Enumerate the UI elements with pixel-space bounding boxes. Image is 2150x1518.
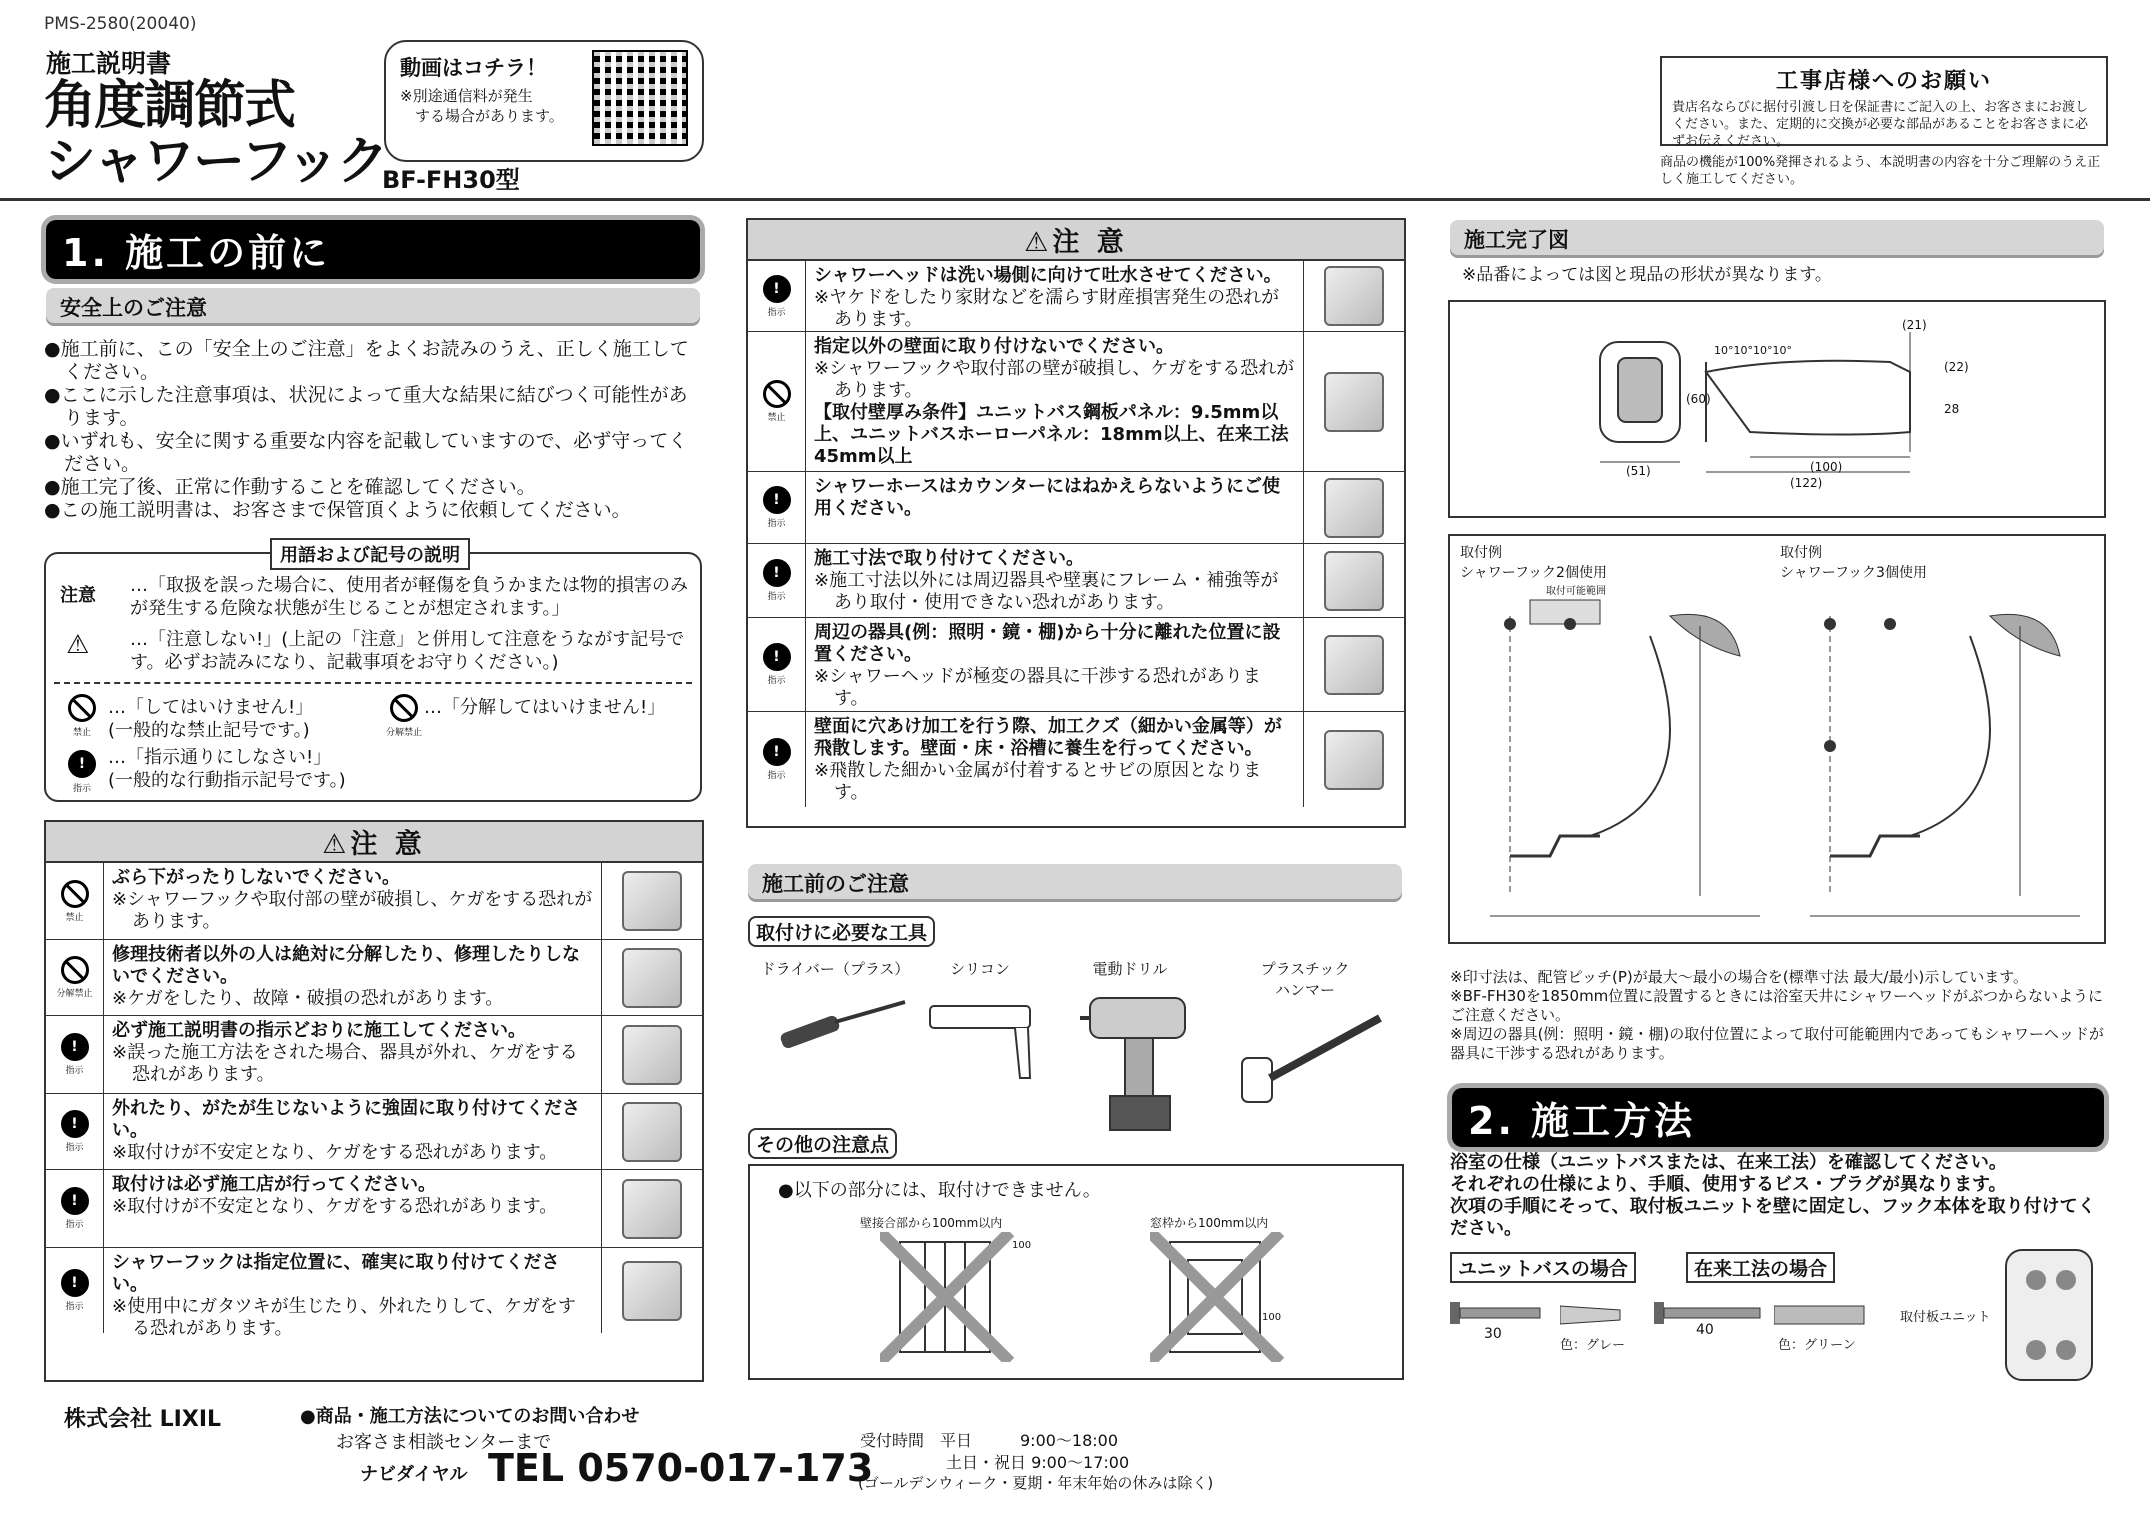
caution-note: ※飛散した細かい金属が付着するとサビの原因となります。 [814,760,1262,803]
conventional-method-label: 在来工法の場合 [1686,1252,1835,1283]
instruction-desc: …「指示通りにしなさい!」 (一般的な行動指示記号です。) [108,747,346,791]
caution-heading: シャワーフックは指定位置に、確実に取り付けてください。 [112,1252,560,1295]
illustration-icon [1324,730,1384,790]
tool-drill-label: 電動ドリル [1092,960,1168,978]
hours-label: 受付時間 [860,1431,925,1450]
request-title: 工事店様へのお願い [1775,69,1992,94]
caution-table-mid [746,218,1406,828]
dim-label: (51) [1626,464,1651,478]
caution-heading: 施工寸法で取り付けてください。 [814,548,1084,569]
caution-row [748,711,1404,807]
dim-label: 100 [1262,1312,1282,1323]
instruction-icon: ! [763,738,791,766]
other-notes-title: その他の注意点 [748,1128,897,1159]
screw-30-length: 30 [1484,1326,1502,1342]
symbol-label: 指示 [767,592,786,602]
prohibit-icon [61,956,89,984]
caution-note: ※施工寸法以外には周辺器具や壁裏にフレーム・補強等があり取付・使用できない恐れがあります。 [814,570,1279,613]
document-type: 施工説明書 [46,49,172,78]
illustration-icon [1324,635,1384,695]
example1-title: 取付例 シャワーフック2個使用 [1460,545,1607,581]
tool-silicone-label: シリコン [950,960,1010,978]
plug-green-label: 色：グリーン [1778,1338,1856,1353]
navi-dial-label: ナビダイヤル [360,1464,468,1485]
screwdriver-icon [780,998,910,1058]
caution-illustration [602,940,702,1015]
bullet-item: ●いずれも、安全に関する重要な内容を記載していますので、必ず守ってください。 [44,430,688,475]
section1-title: 1. 施工の前に [46,220,700,279]
instruction-icon: ! [61,1269,89,1297]
product-name-line2: シャワーフック [44,132,387,192]
symbol-label: 禁止 [65,912,84,923]
instruction-icon: ! [61,1187,89,1215]
dim-label: (22) [1944,360,1969,374]
inquiry-label: ●商品・施工方法についてのお問い合わせ [300,1406,640,1427]
illustration-icon [1324,551,1384,611]
caution-row-text [104,863,602,939]
instruction-icon: ! [763,486,791,514]
install-examples-drawing [1448,534,2106,944]
illustration-icon [622,1025,682,1085]
hook-dimension-drawing [1450,302,2104,516]
caution-row [748,617,1404,711]
plastic-hammer-icon [1240,1008,1390,1118]
example2-title: 取付例 シャワーフック3個使用 [1780,545,1927,581]
instruction-icon: ! [68,750,96,778]
header-divider [0,198,2150,201]
model-number: BF-FH30型 [382,166,520,194]
weekend-hours: 土日・祝日 9:00～17:00 [946,1453,1130,1472]
caution-row [46,1015,702,1093]
symbol-label: 禁止 [767,413,786,423]
section2-body: 浴室の仕様（ユニットバスまたは、在来工法）を確認してください。 それぞれの仕様により、手順、使用するビス・プラグが異なります。 次項の手順にそって、取付板ユニットを壁に固定し、フック本体を取り付けてください。 [1450,1152,2096,1239]
caution-table-title: ⚠注 意 [748,220,1404,261]
caution-row [46,1093,702,1169]
bullet-item: ●施工前に、この「安全上のご注意」をよくお読みのうえ、正しく施工してください。 [44,338,689,383]
dim-label: (60) [1686,392,1711,406]
window-frame-no-install-diagram [1150,1232,1300,1362]
warning-desc: …「注意しない!」(上記の「注意」と併用して注意をうながす記号です。必ずお読みになり、記載事項をお守りください。) [130,629,685,673]
prohibit-icon [763,380,791,408]
caution-row-symbol [46,1248,104,1333]
instruction-icon: ! [61,1033,89,1061]
qr-code-icon[interactable] [592,50,688,146]
caution-row-text [806,472,1304,543]
illustration-icon [622,948,682,1008]
caution-illustration [602,1094,702,1169]
caption-wall-joint: 壁接合部から100mm以内 [860,1216,1003,1230]
dim-label: 28 [1944,402,1960,416]
caution-row-symbol [46,1170,104,1247]
caution-heading: 指定以外の壁面に取り付けないでください。 [814,336,1174,357]
caution-illustration [602,1016,702,1093]
caution-heading: 外れたり、がたが生じないように強固に取り付けてください。 [112,1098,580,1141]
no-install-zone-box [748,1164,1404,1380]
caution-row-symbol [748,261,806,331]
caution-note: ※シャワーヘッドが極変の器具に干渉する恐れがあります。 [814,666,1261,709]
completion-title: 施工完了図 [1450,220,2104,258]
prohibit-icon [68,694,96,722]
caution-row-text [104,1094,602,1169]
caution-illustration [602,863,702,939]
company-name: 株式会社 LIXIL [64,1407,222,1432]
caution-illustration [1304,712,1404,807]
electric-drill-icon [1080,988,1200,1138]
caution-row-symbol [46,863,104,939]
prohibit-desc: …「してはいけません!」 (一般的な禁止記号です。) [108,697,314,741]
instruction-icon: ! [763,559,791,587]
caution-row-symbol [748,472,806,543]
caution-note: ※シャワーフックや取付部の壁が破損し、ケガをする恐れがあります。 [112,889,593,932]
illustration-icon [622,1261,682,1321]
caution-note: ※シャワーフックや取付部の壁が破損し、ケガをする恐れがあります。 [814,358,1295,401]
other-notes-text: ●以下の部分には、取付けできません。 [778,1180,1101,1201]
dim-label: (122) [1790,476,1823,490]
dim-label: (21) [1902,318,1927,332]
caution-row-symbol [46,1094,104,1169]
caution-row-text [806,261,1304,331]
document-code: PMS-2580(20040) [44,14,197,34]
symbol-label: 指示 [767,676,786,686]
caution-heading: 周辺の器具(例：照明・鏡・棚)から十分に離れた位置に設置ください。 [814,622,1281,665]
caution-heading: シャワーヘッドは洗い場側に向けて吐水させてください。 [814,265,1282,286]
caption-window-frame: 窓枠から100mm以内 [1150,1216,1269,1230]
instruction-icon: ! [763,275,791,303]
caution-note: ※使用中にガタツキが生じたり、外れたりして、ケガをする恐れがあります。 [112,1296,576,1339]
safety-bullets [44,338,704,522]
dim-label: 100 [1012,1240,1032,1251]
disassemble-prohibit-icon [390,694,418,722]
symbol-label: 指示 [767,771,786,781]
caution-row-text [104,1248,602,1339]
pre-install-title: 施工前のご注意 [748,864,1402,902]
caution-row-text [806,544,1304,617]
illustration-icon [622,1179,682,1239]
caution-extra: 【取付壁厚み条件】ユニットバス鋼板パネル：9.5mm以上、ユニットバスホーローパネル：18mm以上、在来工法45mm以上 [814,402,1289,467]
mounting-plate-unit-icon [1996,1240,2106,1390]
caution-illustration [1304,472,1404,543]
request-body: 貴店名ならびに据付引渡し日を保証書にご記入の上、お客さまにお渡しください。また、定期的に交換が必要な部品があることをお客さまに必ずお伝えください。 [1672,100,2089,149]
safety-title: 安全上のご注意 [46,288,700,326]
symbol-label: 分解禁止 [56,989,93,999]
wall-joint-no-install-diagram [880,1232,1030,1362]
caution-heading: 修理技術者以外の人は絶対に分解したり、修理したりしないでください。 [112,944,580,987]
prohibit-icon-label: 禁止 [72,728,91,738]
completion-drawing [1448,300,2106,518]
request-extra: 商品の機能が100%発揮されるよう、本説明書の内容を十分ご理解のうえ正しく施工してください。 [1660,155,2101,187]
terms-divider [54,682,692,684]
caution-row-text [104,1016,602,1093]
instruction-icon: ! [61,1110,89,1138]
video-callout [384,40,704,162]
support-center-label: お客さま相談センターまで [336,1432,552,1453]
caution-table-left [44,820,704,1382]
product-name-line1: 角度調節式 [44,76,295,136]
caution-row-text [104,1170,602,1247]
tool-screwdriver-label: ドライバー（プラス） [760,960,910,978]
note-item: ※周辺の器具(例：照明・鏡・棚)の取付位置によって取付可能範囲内であってもシャワーヘッドが器具に干渉する恐れがあります。 [1450,1025,2104,1062]
caution-note: ※取付けが不安定となり、ケガをする恐れがあります。 [112,1196,558,1217]
symbol-label: 指示 [767,519,786,529]
caution-row-text [104,940,602,1015]
caution-illustration [602,1248,702,1333]
disassemble-icon-label: 分解禁止 [386,728,423,738]
example2-diagram [1790,596,2090,936]
illustration-icon [622,871,682,931]
plug-grey-icon [1560,1296,1630,1336]
illustration-icon [1324,266,1384,326]
illustration-icon [1324,478,1384,538]
symbol-label: 指示 [65,1220,84,1230]
completion-note: ※品番によっては図と現品の形状が異なります。 [1462,265,1832,285]
caution-row [748,543,1404,617]
caution-desc: …「取扱を誤った場合に、使用者が軽傷を負うかまたは物的損害のみが発生する危険な状態が生じることが想定されます。」 [130,575,688,619]
caution-heading: シャワーホースはカウンターにはねかえらないようにご使用ください。 [814,476,1281,519]
caution-row-symbol [46,1016,104,1093]
caution-illustration [602,1170,702,1247]
caution-row-text [806,332,1304,471]
instruction-icon-label: 指示 [72,784,91,794]
caution-row [46,1169,702,1247]
tool-hammer-label: プラスチック ハンマー [1260,960,1350,999]
mounting-plate-label: 取付板ユニット [1900,1310,1991,1325]
note-item: ※印寸法は、配管ピッチ(P)が最大～最小の場合を(標準寸法 最大/最小)示しています。 [1450,968,2029,986]
caution-heading: 壁面に穴あけ加工を行う際、加工クズ（細かい金属等）が飛散します。壁面・床・浴槽に養生を行ってください。 [814,716,1282,759]
silicone-gun-icon [920,998,1050,1088]
disassemble-desc: …「分解してはいけません!」 [424,697,666,718]
caution-illustration [1304,618,1404,711]
caution-row-symbol [748,712,806,807]
caution-row [46,1247,702,1339]
dim-label: (100) [1810,460,1843,474]
completion-notes [1450,968,2110,1063]
terms-box [44,552,702,802]
plug-grey-label: 色：グレー [1560,1338,1626,1353]
note-item: ※BF-FH30を1850mm位置に設置するときには浴室天井にシャワーヘッドがぶつからないようにご注意ください。 [1450,987,2103,1024]
installer-request-box [1660,56,2108,149]
product-name [44,78,387,190]
dim-label: 10°10°10°10° [1714,344,1792,357]
weekday-hours: 平日 9:00～18:00 [940,1431,1119,1450]
caution-illustration [1304,261,1404,331]
symbol-label: 指示 [767,307,786,318]
caution-label: 注意 [60,585,96,606]
video-title: 動画はコチラ！ [400,56,547,80]
caution-note: ※ヤケドをしたり家財などを濡らす財産損害発生の恐れがあります。 [814,287,1280,330]
caution-row [46,863,702,939]
caution-note: ※ケガをしたり、故障・破損の恐れがあります。 [112,988,504,1009]
holiday-note: (ゴールデンウィーク・夏期・年末年始の休みは除く) [858,1474,1214,1492]
caution-row-symbol [46,940,104,1015]
caution-row-symbol [748,544,806,617]
tools-row [760,958,1400,1138]
bullet-item: ●この施工説明書は、お客さまで保管頂くように依頼してください。 [44,499,631,521]
instruction-icon: ! [763,643,791,671]
screw-40-length: 40 [1696,1322,1714,1338]
caution-heading: 必ず施工説明書の指示どおりに施工してください。 [112,1020,526,1041]
prohibit-icon [61,880,89,908]
caution-note: ※取付けが不安定となり、ケガをする恐れがあります。 [112,1142,558,1163]
terms-title: 用語および記号の説明 [270,538,470,570]
example1-diagram [1470,596,1770,936]
caution-row-symbol [748,332,806,471]
caution-row [748,331,1404,471]
bullet-item: ●ここに示した注意事項は、状況によって重大な結果に結びつく可能性があります。 [44,384,688,429]
caution-heading: ぶら下がったりしないでください。 [112,867,400,888]
phone-number[interactable]: TEL 0570-017-173 [488,1446,874,1490]
bullet-item: ●施工完了後、正常に作動することを確認してください。 [44,476,536,498]
caution-note: ※誤った施工方法をされた場合、器具が外れ、ケガをする恐れがあります。 [112,1042,578,1085]
caution-row [748,471,1404,543]
symbol-label: 指示 [65,1143,84,1153]
tools-title: 取付けに必要な工具 [748,916,935,947]
range-label: 取付可能範囲 [1546,586,1606,597]
section2-title: 2. 施工方法 [1452,1088,2104,1147]
caution-row-symbol [748,618,806,711]
symbol-label: 指示 [65,1066,84,1076]
caution-row-text [806,618,1304,711]
caution-row [46,939,702,1015]
video-note: ※別途通信料が発生 する場合があります。 [400,87,564,125]
caution-illustration [1304,544,1404,617]
plug-green-icon [1774,1300,1874,1330]
unit-bath-label: ユニットバスの場合 [1450,1252,1636,1283]
caution-table-title: ⚠注 意 [46,822,702,863]
illustration-icon [622,1102,682,1162]
symbol-label: 指示 [65,1302,84,1312]
warning-triangle-icon: ⚠ [66,630,90,660]
caution-illustration [1304,332,1404,471]
caution-row-text [806,712,1304,807]
illustration-icon [1324,372,1384,432]
caution-row [748,261,1404,331]
caution-heading: 取付けは必ず施工店が行ってください。 [112,1174,436,1195]
